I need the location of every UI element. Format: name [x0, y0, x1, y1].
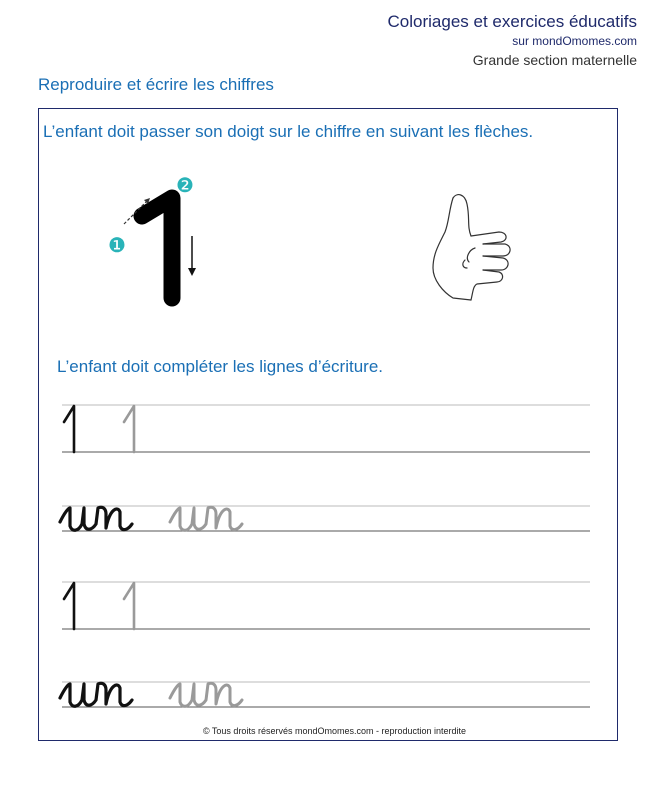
writing-row-3 — [64, 583, 134, 629]
trace-instruction: L’enfant doit passer son doigt sur le chiffre en suivant les flèches. — [43, 122, 534, 141]
header-site[interactable]: sur mondOmomes.com — [512, 34, 637, 48]
guide-word-un — [170, 507, 242, 530]
page-title: Reproduire et écrire les chiffres — [38, 75, 274, 94]
step-marker-2: ❷ — [176, 173, 194, 197]
writing-instruction: L’enfant doit compléter les lignes d’écriture. — [57, 357, 384, 376]
copyright-footer: © Tous droits réservés mondOmomes.com - reproduction interdite — [202, 726, 467, 736]
writing-row-4 — [60, 683, 242, 706]
model-digit-1 — [64, 583, 74, 629]
header-level: Grande section maternelle — [472, 52, 637, 68]
model-digit-1 — [64, 406, 74, 452]
guide-digit-1 — [124, 583, 134, 629]
model-word-un — [60, 507, 132, 530]
model-word-un — [60, 683, 132, 706]
guide-digit-1 — [124, 406, 134, 452]
writing-row-1 — [64, 406, 134, 452]
writing-row-2 — [60, 507, 242, 530]
header-title: Coloriages et exercices éducatifs — [387, 12, 637, 31]
step-marker-1: ❶ — [108, 233, 126, 257]
guide-word-un — [170, 683, 242, 706]
